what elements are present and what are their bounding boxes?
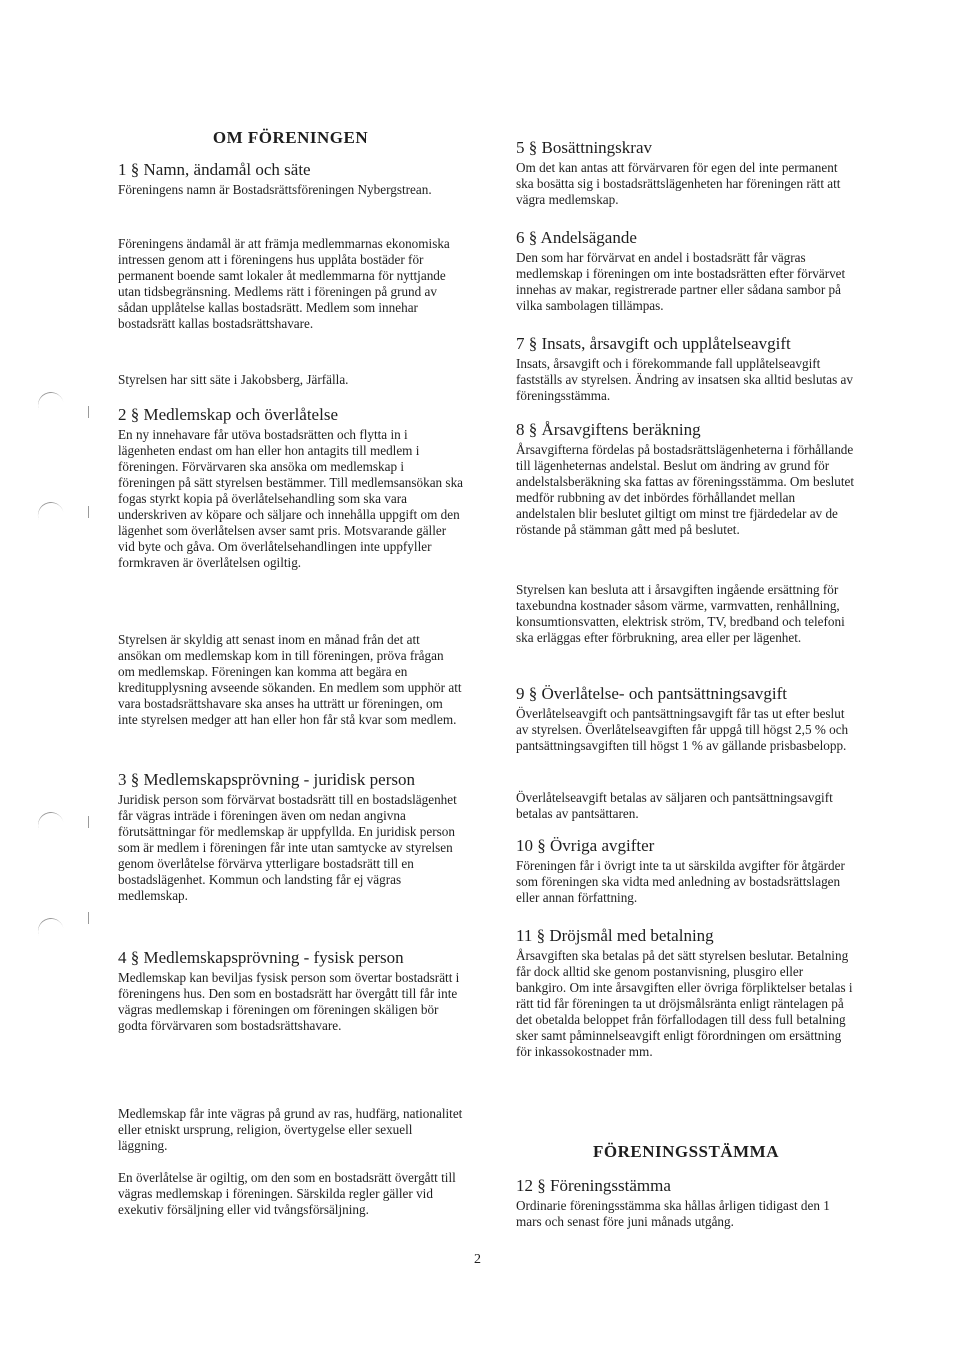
paragraph: Överlåtelseavgift och pantsättningsavgift får tas ut efter beslut av styrelsen. Överlåtelseavgiften får uppgå till högst 2,5 % och pantsättningsavgiften till högst 1 % av gällande prisbasbelopp.: [516, 706, 849, 753]
paragraph: Årsavgiften ska betalas på det sätt styrelsen beslutar. Betalning får dock alltid ske genom postanvisning, plusgiro eller bankgiro. Om inte årsavgiften eller övriga förpliktelser betalas i rätt tid får föreningen ta ut dröjsmålsränta enligt räntelagen på det obetalda beloppet från förfallodagen till dess full betalning sker samt påminnelseavgift enligt förordningen om ersättning för inkassokostnader mm.: [516, 948, 853, 1059]
section-title: 1 § Namn, ändamål och säte: [118, 160, 311, 179]
paragraph: Föreningens namn är Bostadsrättsföreningen Nybergstrean.: [118, 182, 432, 197]
paragraph: Styrelsen har sitt säte i Jakobsberg, Järfälla.: [118, 372, 349, 387]
paragraph: En överlåtelse är ogiltig, om den som en bostadsrätt övergått till vägras medlemskap i föreningen. Särskilda regler gäller vid exekutiv försäljning eller vid tvångsförsäljning.: [118, 1170, 456, 1217]
paragraph: Ordinarie föreningsstämma ska hållas årligen tidigast den 1 mars och senast före juni månads utgång.: [516, 1198, 830, 1229]
paragraph: Juridisk person som förvärvat bostadsrätt till en bostadslägenhet får vägras inträde i föreningen även om nedan angivna förutsättningar för medlemskap är uppfyllda. En juridisk person som är medlem i föreningen får inte utan samtycke av styrelsen genom överlåtelse förvärva ytterligare bostadsrätt till en bostadslägenhet. Kommun och landsting får ej vägras medlemskap.: [118, 792, 457, 903]
section-12: [516, 1176, 856, 1230]
paragraph: Föreningens ändamål är att främja medlemmarnas ekonomiska intressen genom att i föreningens hus upplåta bostäder för permanent boende samt lokaler åt medlemmarna för nyttjande utan tidsbegränsning. Medlems rätt i föreningen på grund av sådan upplåtelse kallas bostadsrätt. Medlem som innehar bostadsrätt kallas bostadsrättshavare.: [118, 236, 450, 331]
section-9: [516, 684, 856, 754]
section-title: 5 § Bosättningskrav: [516, 138, 652, 157]
margin-tick: [88, 506, 89, 518]
margin-tick: [88, 912, 89, 924]
section-10: [516, 836, 856, 906]
section-6: [516, 228, 856, 314]
paragraph: Medlemskap kan beviljas fysisk person som övertar bostadsrätt i föreningens hus. Den som en bostadsrätt har övergått till får inte vägras medlemskap i föreningen om föreningen skäligen bör godta förvärvaren som bostadsrättshavare.: [118, 970, 460, 1033]
section-title: 8 § Årsavgiftens beräkning: [516, 420, 701, 439]
paragraph: Föreningen får i övrigt inte ta ut särskilda avgifter för åtgärder som föreningen ska vidta med anledning av bostadsrättslagen eller annan författning.: [516, 858, 845, 905]
margin-mark: [34, 915, 67, 949]
paragraph: Insats, årsavgift och i förekommande fall upplåtelseavgift fastställs av styrelsen. Ändring av insatsen ska alltid beslutas av föreningsstämma.: [516, 356, 853, 403]
section-title: 12 § Föreningsstämma: [516, 1176, 671, 1195]
paragraph: Överlåtelseavgift betalas av säljaren och pantsättningsavgift betalas av pantsättaren.: [516, 790, 833, 821]
paragraph: Årsavgifterna fördelas på bostadsrättslägenheterna i förhållande till lägenheternas andelstal. Beslut om ändring av grund för andelstalsberäkning ska fattas av föreningsstämma. Om beslutet medför rubbning av det inbördes förhållandet mellan andelstalen blir beslutet giltigt om minst tre fjärdedelar av de röstande på stämman gått med på beslutet.: [516, 442, 855, 537]
section-heading: FÖRENINGSSTÄMMA: [592, 1142, 779, 1161]
section-title: 3 § Medlemskapsprövning - juridisk person: [118, 770, 415, 789]
margin-tick: [88, 406, 89, 418]
paragraph: Medlemskap får inte vägras på grund av ras, hudfärg, nationalitet eller etniskt ursprung, religion, övertygelse eller sexuell läggning.: [118, 1106, 463, 1153]
section-title: 4 § Medlemskapsprövning - fysisk person: [118, 948, 404, 967]
paragraph: Styrelsen kan besluta att i årsavgiften ingående ersättning för taxebundna kostnader såsom värme, varmvatten, renhållning, konsumtionsvatten, elektrisk ström, TV, bredband och telefoni ska erläggas efter förbrukning, area eller per lägenhet.: [516, 582, 845, 645]
margin-mark: [34, 809, 67, 843]
paragraph: Den som har förvärvat en andel i bostadsrätt får vägras medlemskap i föreningen om inte bostadsrätten efter förvärvet innehas av makar, registrerade partner eller sådana sambor på vilka sambolagen tillämpas.: [516, 250, 846, 313]
margin-mark: [34, 389, 67, 423]
section-5: [516, 138, 856, 208]
margin-tick: [88, 816, 89, 828]
section-title: 11 § Dröjsmål med betalning: [516, 926, 714, 945]
page-heading: OM FÖRENINGEN: [212, 128, 369, 147]
section-title: 7 § Insats, årsavgift och upplåtelseavgift: [516, 334, 791, 353]
section-title: 6 § Andelsägande: [516, 228, 637, 247]
paragraph: En ny innehavare får utöva bostadsrätten och flytta in i lägenheten endast om han eller hon antagits till medlem i föreningen. Förvärvaren ska ansöka om medlemskap i föreningen på sätt styrelsen bestämmer. Till medlemsansökan ska fogas styrkt kopia på överlåtelsehandling som ska vara underskriven av köpare och säljare och innehålla uppgift om den lägenhet som överlåtelsen avser samt pris. Motsvarande gäller vid byte och gåva. Om överlåtelsehandlingen inte uppfyller formkraven är överlåtelsen ogiltig.: [118, 427, 464, 570]
section-8: [516, 420, 856, 538]
section-1: [118, 160, 463, 198]
section-3: [118, 770, 463, 904]
section-title: 10 § Övriga avgifter: [516, 836, 655, 855]
section-11: [516, 926, 856, 1060]
margin-mark: [34, 499, 67, 533]
paragraph: Styrelsen är skyldig att senast inom en månad från det att ansökan om medlemskap kom in till föreningen, pröva frågan om medlemskap. Föreningen kan komma att begära en kreditupplysning avseende sökanden. En medlem som upphör att vara bostadsrättshavare ska anses ha utträtt ur föreningen, om inte styrelsen medger att han eller hon får stå kvar som medlem.: [118, 632, 462, 727]
section-4: [118, 948, 463, 1034]
section-7: [516, 334, 856, 404]
section-2: [118, 405, 463, 571]
section-title: 9 § Överlåtelse- och pantsättningsavgift: [516, 684, 787, 703]
section-title: 2 § Medlemskap och överlåtelse: [118, 405, 338, 424]
paragraph: Om det kan antas att förvärvaren för egen del inte permanent ska bosätta sig i bostadsrättslägenheten har föreningen rätt att vägra medlemskap.: [516, 160, 841, 207]
page-number: 2: [474, 1252, 481, 1267]
